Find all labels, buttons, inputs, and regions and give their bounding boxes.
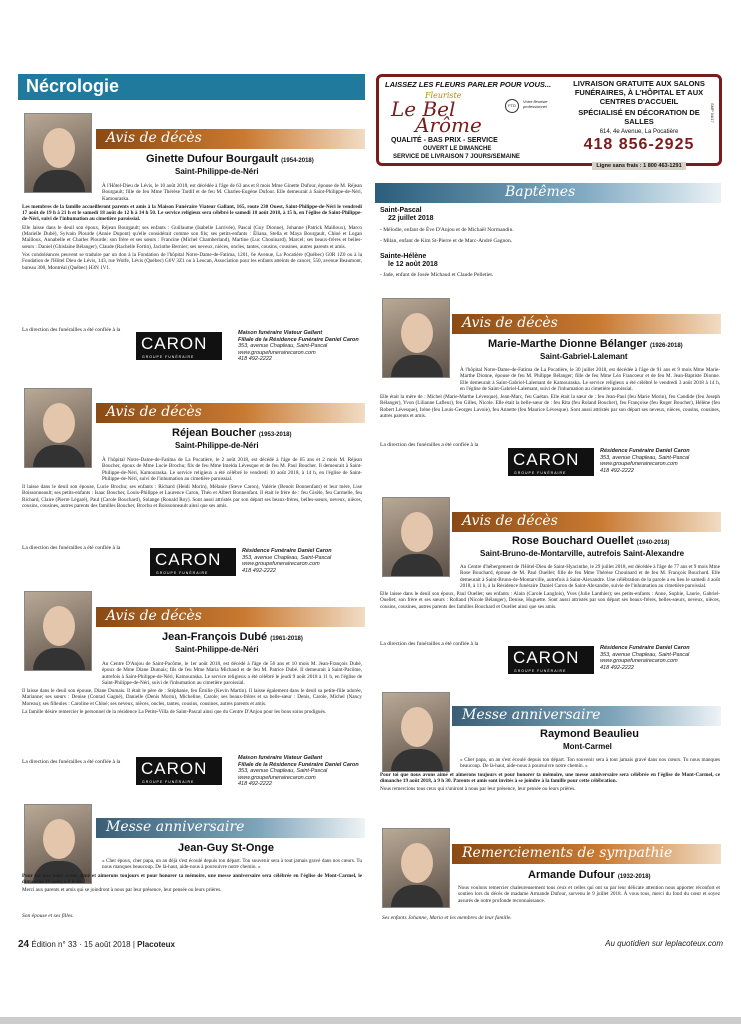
portrait-armande — [382, 828, 450, 908]
flower-shop-ad — [376, 74, 722, 169]
bapt-group-1-head: Saint-Pascal 22 juillet 2018 — [380, 207, 434, 222]
text-ginette: À l'Hôtel-Dieu de Lévis, le 10 août 2018, est décédée à l'âge de 63 ans et 8 mois Mme Ginette Dufour, épouse de M. Réjean Bourgault; fille de feu Mme Thérèse Tardif et de feu M. Charles-Eugène Dufour. Elle demeurait à Saint-Philippe-de-Néri, Kamouraska. Les membres de la famille accueilleront parents et amis à la Maison Funéraire Viateur Gallant, 165, route 230 Ouest, Saint-Philippe-de-Néri le vendredi 17 août de 19 h à 21 h et le samedi 18 août de 12 h à 14 h 50. Le service religieux sera célébré le samedi 18 août 2018, à 15 h, en l'église de Saint-Philippe-de-Néri, suivi de l'inhumation au cimetière paroissial. Elle laisse dans le deuil son époux, Réjean Bourgault; ses enfants : Guillaume (Isabelle Larrivée), Pascal (Guy Dionne), Johanne (Patrick Mailloux), Marco (Marielle Dubé), Sylvain Plourde (Annie Dupont) qu'elle considérait comme son fils; ses petits-enfants : Éliana, Stella et Maya Bourgault, Chloé et Logan Mailloux, Annabelle et Charles Plourde; son frère et ses sœurs : Francine (Michel Chamberland), Martine (Luc Chouinard), Marcel; ses beaux-frères et belles-sœurs : Daniel (Ghislaine Bélanger), Claude (Rachelle Fortin), Jacinthe Bernier; ses neveux, nièces, oncles, tantes, cousins, cousines, autres parents et amis. Vos condoléances peuvent se traduire par un don à la Fondation de l'hôpital Notre-Dame-de-Fatima, 1201, 6e Avenue, La Pocatière (Québec) G0R 1Z0 ou à la Fondation de l'Hôtel Dieu de Lévis, 143, rue Wolfe, Lévis (Québec) G6V 3Z1 ou à Leucan, Association pour les enfants atteints de cancer, 550, avenue Beaumont, bureau 300, Montréal (Québec) H3N 1V1. — [22, 183, 362, 271]
ad-right-block: LIVRAISON GRATUITE AUX SALONS FUNÉRAIRES, À L'HÔPITAL ET AUX CENTRES D'ACCUEIL SPÉCIALISÉ EN DÉCORATION DE SALLES 614, 4e Avenue, La Pocatière 418 856-2925 Ligne sans frais : 1 800 463-1291 — [565, 79, 713, 172]
caron-logo-mmarthe: CARON GROUPE FUNÉRAIRE — [508, 448, 594, 476]
remerciements-band: Remerciements de sympathie — [452, 844, 721, 864]
ad-code: SMP 04/17 — [710, 103, 715, 123]
caron-logo-jf: CARON GROUPE FUNÉRAIRE — [136, 757, 222, 785]
caron-info-rejean: Résidence Funéraire Daniel Caron 353, avenue Chapleau, Saint-Pascal www.groupefunerairecaron.com 418 492-2222 — [242, 548, 332, 574]
caron-logo-rejean: CARON GROUPE FUNÉRAIRE — [150, 548, 236, 576]
name-raymond: Raymond Beaulieu — [540, 728, 640, 740]
name-rose: Rose Bouchard Ouellet (1940-2018) — [512, 535, 670, 547]
portrait-jf — [24, 591, 92, 671]
sig-armande: Ses enfants Johanne, Mario et les membres de leur famille. — [382, 915, 512, 921]
bapt-item: - Jade, enfant de Josée Michaud et Claude Pelletier. — [380, 272, 494, 278]
portrait-mmarthe — [382, 298, 450, 378]
avis-band-rose: Avis de décès — [452, 512, 721, 532]
parish-rejean: Saint-Philippe-de-Néri — [175, 441, 259, 450]
caron-logo-ginette: CARON GROUPE FUNÉRAIRE — [136, 332, 222, 360]
ad-phone: 418 856-2925 — [583, 136, 695, 153]
funerals-rose: La direction des funérailles a été confiée à la — [380, 641, 479, 647]
funerals-rejean: La direction des funérailles a été confiée à la — [22, 545, 121, 551]
ftd-logo: FTD — [505, 99, 519, 113]
parish-raymond: Mont-Carmel — [563, 742, 612, 751]
messe-band-raymond: Messe anniversaire — [452, 706, 721, 726]
avis-band-mmarthe: Avis de décès — [452, 314, 721, 334]
parish-rose: Saint-Bruno-de-Montarville, autrefois Saint-Alexandre — [480, 549, 685, 558]
name-ginette: Ginette Dufour Bourgault (1954-2018) — [146, 153, 314, 165]
section-header — [18, 74, 365, 100]
funerals-ginette: La direction des funérailles a été confiée à la — [22, 327, 121, 333]
ad-quality: QUALITÉ - BAS PRIX - SERVICE — [391, 137, 498, 144]
sig-jeanguy: Son épouse et ses filles. — [22, 913, 74, 919]
portrait-rejean — [24, 388, 92, 468]
avis-band-jf: Avis de décès — [96, 607, 365, 627]
parish-jf: Saint-Philippe-de-Néri — [175, 645, 259, 654]
avis-band-ginette: Avis de décès — [96, 129, 365, 149]
caron-logo-rose: CARON GROUPE FUNÉRAIRE — [508, 646, 594, 674]
caron-info-mmarthe: Résidence Funéraire Daniel Caron 353, avenue Chapleau, Saint-Pascal www.groupefunerairecaron.com 418 492-2222 — [600, 448, 690, 474]
caron-info-rose: Résidence Funéraire Daniel Caron 353, avenue Chapleau, Saint-Pascal www.groupefunerairecaron.com 418 492-2222 — [600, 645, 690, 671]
name-jf: Jean-François Dubé (1961-2018) — [162, 631, 303, 643]
bapt-group-2-head: Sainte-Hélène le 12 août 2018 — [380, 253, 438, 268]
text-armande: Nous voulons remercier chaleureusement tous ceux et celles qui ont su par leur délicate attention nous apporter réconfort et soutien lors du décès de madame Armande Dufour, survenu le 9 juillet 2018. À vous tous, merci du fond du cœur et soyez assurés de notre profonde reconnaissance. — [458, 885, 720, 904]
caron-info-ginette: Maison funéraire Viateur Gallant Filiale de la Résidence Funéraire Daniel Caron 353, avenue Chapleau, Saint-Pascal www.groupefunerairecaron.com 418 492-2222 — [238, 330, 359, 362]
bapt-item: - Milan, enfant de Kim St-Pierre et de Marc-André Gagnon. — [380, 238, 513, 244]
bottom-strip — [0, 1017, 741, 1024]
name-jeanguy: Jean-Guy St-Onge — [178, 842, 274, 854]
text-rejean: À l'hôpital Notre-Dame-de-Fatima de La Pocatière, le 2 août 2018, est décédé à l'âge de 65 ans et 2 mois M. Réjean Boucher, époux de Mme Lucie Brochu; fils de feu Mme Imelda Lévesque et de feu M. Paul Boucher. Il demeurait à Saint-Philippe-de-Néri, Kamouraska. Le service religieux a été célébré le vendredi 10 août 2018, à 14 h, en l'église de Saint-Philippe-de-Néri, suivi de l'inhumation au cimetière paroissial. Il laisse dans le deuil son épouse, Lucie Brochu; ses enfants : Richard (Heidi Morin), Mélanie (Steve Caron), Valérie (Benoit Bonnenfant) et leur mère, Lise Boissonneault; ses petits-enfants : Isaac Boucher, Louis-Philippe et Laurence Caron, Théo et Albert Bonnenfant. Il était le frère de : feu Gisèle, feu Carmelle, feu Richard, Claire (Pierre Légaré), Paul (Carole Bouchard), Solange (Ronald Roy). Sont aussi attristés par son départ ses beaux-frères, belles-sœurs, neveux, nièces, cousins, cousines, autres parents des familles Boucher, Brochu et Boissonneault ainsi que ses amis. — [22, 457, 362, 510]
ad-service: SERVICE DE LIVRAISON 7 JOURS/SEMAINE — [393, 154, 520, 160]
portrait-ginette — [24, 113, 92, 193]
footer-left — [18, 939, 175, 950]
caron-info-jf: Maison funéraire Viateur Gallant Filiale de la Résidence Funéraire Daniel Caron 353, avenue Chapleau, Saint-Pascal www.groupefunerairecaron.com 418 492-2222 — [238, 755, 359, 787]
page-number: 24 — [18, 939, 30, 950]
ad-open: OUVERT LE DIMANCHE — [423, 146, 492, 152]
avis-band-rejean: Avis de décès — [96, 403, 365, 423]
name-armande: Armande Dufour (1932-2018) — [528, 869, 651, 881]
text-raymond: « Cher papa, un an s'est écoulé depuis ton départ. Ton souvenir sera à tout jamais gravé dans nos cœurs. Tu nous manques beaucoup. De là-haut, aide-nous à poursuivre notre chemin. » Pour toi que nous avons aimé et aimerons toujours et pour honorer ta mémoire, une messe anniversaire sera célébrée en l'église de Mont-Carmel, ce dimanche 19 août 2018, à 9 h 30. Parents et amis sont invités à se joindre à la famille pour cette célébration. Nous remercions tous ceux qui s'uniront à nous par leur présence, leur pensée ou leurs prières. — [380, 757, 720, 793]
name-rejean: Réjean Boucher (1953-2018) — [172, 427, 292, 439]
section-title: Nécrologie — [26, 76, 120, 96]
parish-ginette: Saint-Philippe-de-Néri — [175, 167, 259, 176]
text-rose: Au Centre d'hébergement de l'Hôtel-Dieu de Saint-Hyacinthe, le 29 juillet 2018, est décédée à l'âge de 77 ans et 9 mois Mme Rose Bouchard, épouse de M. Paul Ouellet; fille de feu Mme Thérèse Chouinard et de feu M. François Bouchard. Elle demeurait à Saint-Bruno-de-Montarville, autrefois à Saint-Alexandre. Une célébration de la parole a eu lieu le samedi 4 août 2018, à 11 h, à la Résidence funéraire Daniel Caron de Saint-Alexandre, suivie de l'inhumation au cimetière paroissial. Elle laisse dans le deuil son époux, Paul Ouellet; ses enfants : Alain (Carole Langlois), Yves (Julie Lanthier); ses petits-enfants : Anne, Sophie, Laurie, Gabriel-Ouellet; son frère et ses sœurs : Rolland (Nicole Bélanger), Denise, Huguette. Sont aussi attristés par son départ ses beaux-frères, belles-sœurs, neveux, nièces, cousins, cousines, autres parents des familles Bouchard et Ouellet ainsi que ses amis. — [380, 564, 720, 610]
name-mmarthe: Marie-Marthe Dionne Bélanger (1926-2018) — [488, 338, 683, 350]
bapt-item: - Mélodie, enfant de Ève D'Anjou et de Michaël Normandin. — [380, 227, 514, 233]
funerals-mmarthe: La direction des funérailles a été confiée à la — [380, 442, 479, 448]
messe-band-jeanguy: Messe anniversaire — [96, 818, 365, 838]
funerals-jf: La direction des funérailles a été confiée à la — [22, 759, 121, 765]
parish-mmarthe: Saint-Gabriel-Lalemant — [540, 352, 628, 361]
footer-edition: Édition n° 33 · 15 août 2018 | — [31, 940, 138, 949]
footer-brand: Placoteux — [137, 940, 175, 949]
footer-right: Au quotidien sur leplacoteux.com — [605, 939, 723, 948]
text-mmarthe: À l'hôpital Notre-Dame-de-Fatima de La Pocatière, le 30 juillet 2018, est décédée à l'âge de 91 ans et 9 mois Mme Marie-Marthe Dionne, épouse de feu M. Philippe Bélanger; fille de feu Mme Léa Francoeur et de feu M. Jean-Baptiste Dionne. Elle demeurait à Saint-Gabriel-Lalemant de Kamouraska. Le service religieux a été célébré le vendredi 3 août 2018 à 14 h, en l'église de Saint-Gabriel-Lalemant, suivi de l'inhumation au cimetière paroissial. Elle était la mère de : Michel (Marie-Marthe Lévesque), Jean-Marc, feu Gaétan. Elle était la sœur de : feu Jean-Paul (feu Marie Morin), feu Candide (feu Joseph Bélanger), Yvon (Lilianne Lafleur), feu Gilles, Nicole. Elle était la belle-sœur de : feu Rita (feu Roland Boucher), feu Françoise (feu Roger Boucher), Hélène (feu Robert Lévesque), Irène (feu Louis-Georges Lavoie), feu Annette (feu Maurice Lévesque). Sont aussi attristés par son départ ses neveux, nièces, cousins, cousines, autres parents et amis. — [380, 367, 720, 420]
ad-topline: LAISSEZ LES FLEURS PARLER POUR VOUS... — [385, 80, 552, 89]
baptemes-band: Baptêmes — [375, 183, 721, 203]
text-jf: Au Centre D'Anjou de Saint-Pacôme, le 1er août 2018, est décédé à l'âge de 56 ans et 10 mois M. Jean-François Dubé, époux de Mme Diane Dumais; fils de feu Mme Maria Michaud et de feu M. Patrice Dubé. Il demeurait à Saint-Pacôme, autrefois à Saint-Philippe-de-Néri, Kamouraska. Le service religieux a été célébré le jeudi 9 août 2018 à 11 h, en l'église de Saint-Philippe-de-Néri, suivi de l'inhumation au cimetière paroissial. Il laisse dans le deuil son épouse, Diane Dumais. Il était le père de : Stéphanie, feu Émilie (Kevin Martin). Il laisse également dans le deuil sa petite-fille adorée, Marianne; ses sœurs : Denise (Conrad Gagné), Danielle (Denis Morin), Micheline, Carole; ses beaux-frères et sa belle-sœur : Denis, Carole, Michel (Nancy Moreau); ses filleules : Caroline et Chloé; ses neveux, nièces, oncles, tantes, cousins, cousines, autres parents et amis. La famille désire remercier le personnel de la résidence La Petite-Villa de Saint-Pascal ainsi que du Centre D'Anjou pour les bons soins prodigués. — [22, 661, 362, 716]
lebelarome-logo: Fleuriste Le Bel Arôme FTD Votre fleuriste professionnel — [391, 91, 548, 137]
text-jeanguy: « Cher époux, cher papa, un an déjà s'est écoulé depuis ton départ. Ton souvenir sera à tout jamais gravé dans nos cœurs. Tu nous manques beaucoup. De là-haut, aide-nous à poursuivre notre chemin. » Pour toi que nous avons aimé et aimerons toujours et pour honorer ta mémoire, une messe anniversaire sera célébrée en l'église de Mont-Carmel, le dimanche 19 août, à 9 h 30. Merci aux parents et amis qui se joindront à nous par leur présence, leur pensée ou leurs prières. — [22, 858, 362, 894]
